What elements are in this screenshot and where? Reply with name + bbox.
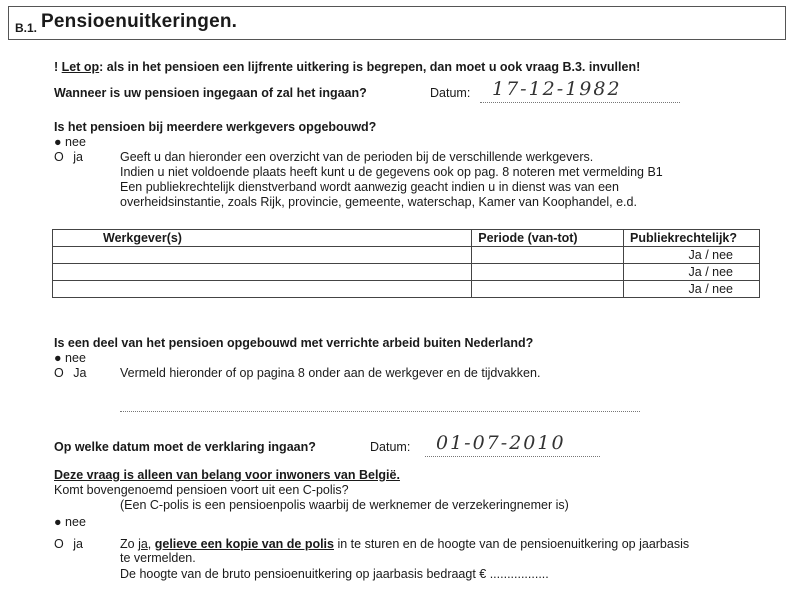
q5-explanation: (Een C-polis is een pensioenpolis waarbij de werknemer de verzekeringnemer is)	[120, 498, 569, 512]
q5-ja-text-pre: Zo	[120, 537, 139, 551]
q5-note: Deze vraag is alleen van belang voor inwoners van België.	[54, 468, 400, 482]
periode-cell[interactable]	[472, 281, 624, 298]
q3-answer-line[interactable]	[120, 410, 640, 412]
notice-label: Let op	[61, 60, 100, 74]
q5-polis-copy-text: gelieve een kopie van de polis	[154, 537, 334, 551]
q3-question: Is een deel van het pensioen opgebouwd met verrichte arbeid buiten Nederland?	[54, 336, 534, 350]
employers-table	[52, 229, 760, 298]
periode-cell[interactable]	[472, 264, 624, 281]
q2-ja-radio[interactable]: O	[54, 150, 64, 164]
q1-date-field[interactable]: 17-12-1982	[492, 78, 622, 100]
q4-question: Op welke datum moet de verklaring ingaan?	[54, 440, 316, 454]
q5-nee-radio[interactable]: ●	[54, 515, 62, 529]
q3-option-nee[interactable]	[54, 351, 86, 366]
q5-nee-label: nee	[65, 515, 86, 529]
q2-instruction-2: Indien u niet voldoende plaats heeft kunt u de gegevens ook op pag. 8 noteren met vermelding B1	[120, 165, 663, 179]
werkgever-cell[interactable]	[53, 281, 472, 298]
q3-instruction: Vermeld hieronder of op pagina 8 onder aan de werkgever en de tijdvakken.	[120, 366, 541, 380]
table-row	[53, 247, 760, 264]
publiek-cell[interactable]: Ja / nee	[624, 281, 760, 298]
section-number: B.1.	[15, 21, 38, 35]
q2-nee-label: nee	[65, 135, 86, 149]
col-header-werkgever: Werkgever(s)	[53, 230, 472, 247]
q5-ja-text-post: in te sturen en de hoogte van de pensioenuitkering op jaarbasis	[334, 537, 690, 551]
section-header	[8, 6, 786, 40]
q2-ja-label: ja	[73, 150, 83, 164]
table-row	[53, 264, 760, 281]
q3-ja-label: Ja	[73, 366, 87, 380]
q5-ja-text-mid: ,	[147, 537, 155, 551]
table-row	[53, 281, 760, 298]
q5-ja-instruction	[120, 537, 689, 552]
q2-instruction-4: overheidsinstantie, zoals Rijk, provincie, gemeente, waterschap, Kamer van Koophandel, e.d.	[120, 195, 637, 209]
publiek-cell[interactable]: Ja / nee	[624, 264, 760, 281]
q5-question: Komt bovengenoemd pensioen voort uit een C-polis?	[54, 483, 349, 497]
q5-ja-radio[interactable]: O	[54, 537, 64, 551]
q3-nee-radio[interactable]: ●	[54, 351, 62, 365]
q5-ja-instruction-2: te vermelden.	[120, 551, 196, 565]
q4-date-line	[425, 455, 600, 457]
notice-text: : als in het pensioen een lijfrente uitkering is begrepen, dan moet u ook vraag B.3. invullen!	[99, 60, 641, 74]
werkgever-cell[interactable]	[53, 247, 472, 264]
periode-cell[interactable]	[472, 247, 624, 264]
q2-option-ja[interactable]	[54, 150, 83, 165]
q1-date-line	[480, 101, 680, 103]
notice-line	[54, 60, 640, 75]
notice-mark: !	[54, 60, 59, 74]
q1-date-label: Datum:	[430, 86, 471, 100]
col-header-periode: Periode (van-tot)	[472, 230, 624, 247]
q2-nee-radio[interactable]: ●	[54, 135, 62, 149]
q5-option-ja[interactable]	[54, 537, 83, 552]
q3-nee-label: nee	[65, 351, 86, 365]
q5-ja-text-ja: ja	[138, 537, 148, 551]
q4-date-field[interactable]: 01-07-2010	[436, 432, 566, 454]
q2-instruction-1: Geeft u dan hieronder een overzicht van de perioden bij de verschillende werkgevers.	[120, 150, 594, 164]
q3-option-ja[interactable]	[54, 366, 86, 381]
table-header-row	[53, 230, 760, 247]
q2-instruction-3: Een publiekrechtelijk dienstverband wordt aanwezig geacht indien u in dienst was van een	[120, 180, 619, 194]
section-title: Pensioenuitkeringen.	[41, 11, 238, 32]
q4-date-label: Datum:	[370, 440, 411, 454]
q5-amount-field[interactable]: De hoogte van de bruto pensioenuitkering op jaarbasis bedraagt € .................	[120, 567, 549, 581]
q2-question: Is het pensioen bij meerdere werkgevers opgebouwd?	[54, 120, 377, 134]
q2-option-nee[interactable]	[54, 135, 86, 150]
q3-ja-radio[interactable]: O	[54, 366, 64, 380]
q1-question: Wanneer is uw pensioen ingegaan of zal het ingaan?	[54, 86, 367, 100]
werkgever-cell[interactable]	[53, 264, 472, 281]
col-header-publiekrechtelijk: Publiekrechtelijk?	[624, 230, 760, 247]
q5-ja-label: ja	[73, 537, 83, 551]
q5-option-nee[interactable]	[54, 515, 86, 530]
publiek-cell[interactable]: Ja / nee	[624, 247, 760, 264]
